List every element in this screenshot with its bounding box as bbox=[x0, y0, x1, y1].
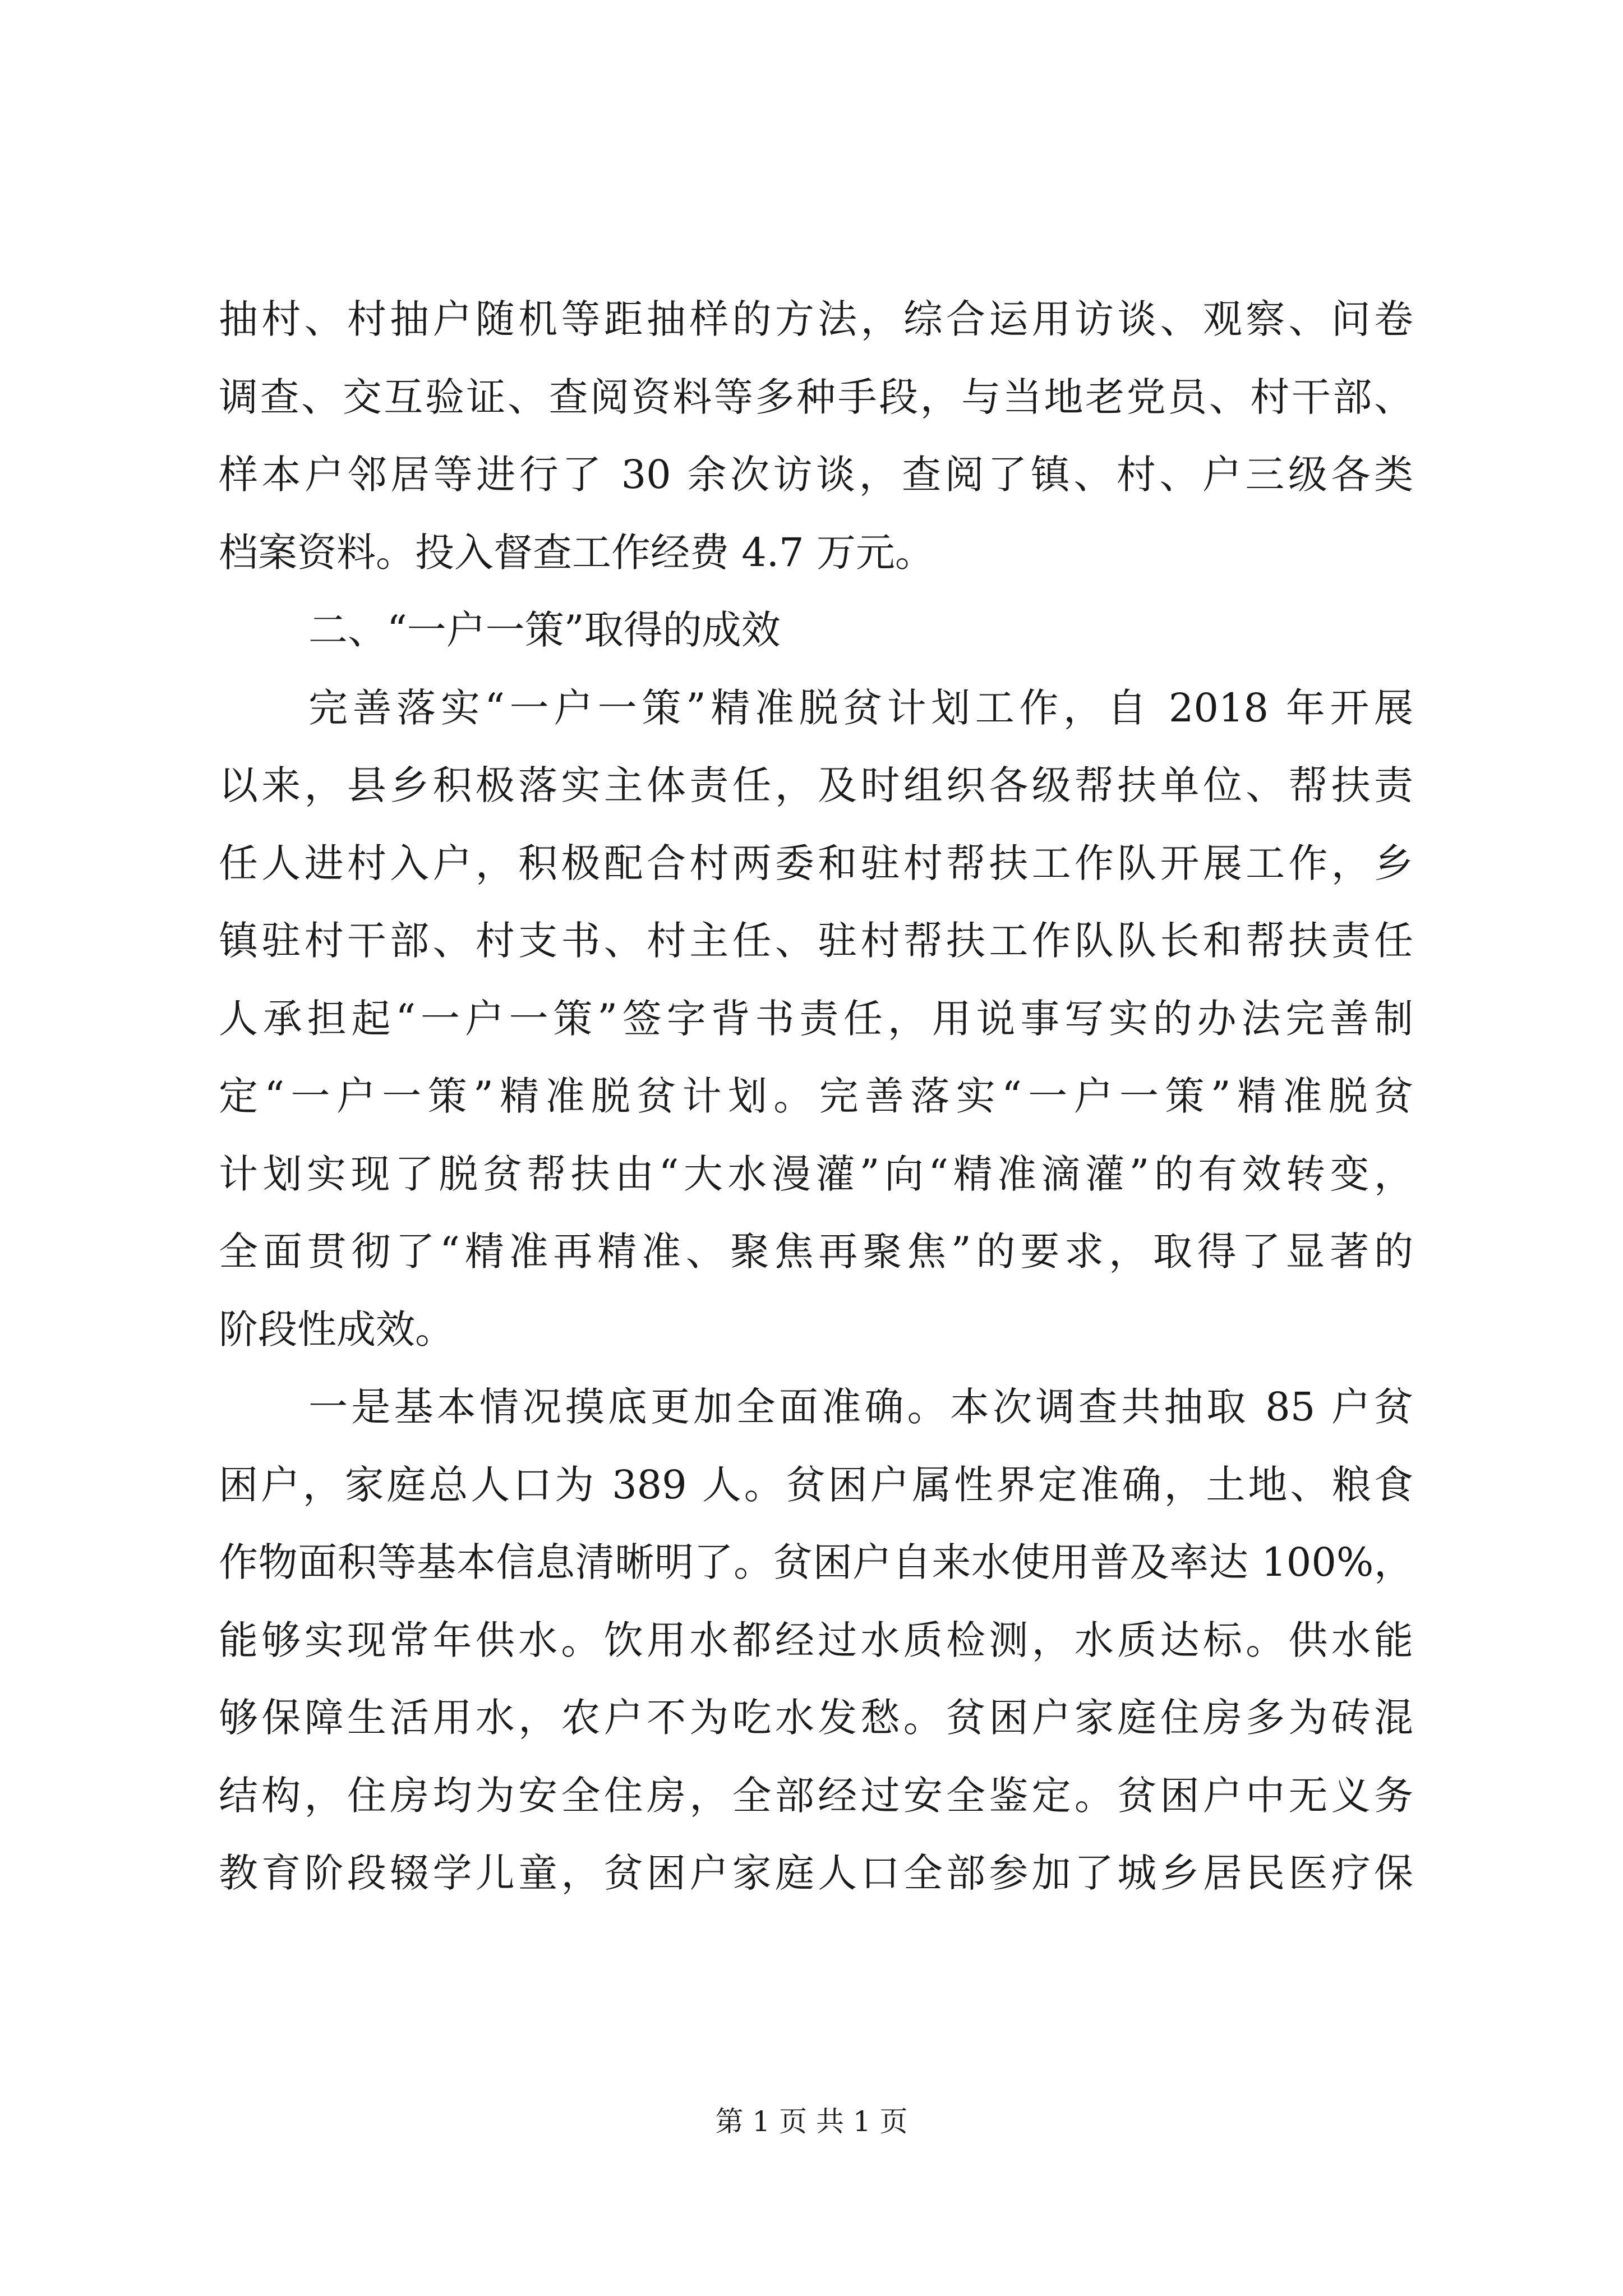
text-line: 人承担起“一户一策”签字背书责任，用说事写实的办法完善制 bbox=[219, 995, 1413, 1042]
text-line: 抽村、村抽户随机等距抽样的方法，综合运用访谈、观察、问卷 bbox=[219, 296, 1413, 342]
text-line: 全面贯彻了“精准再精准、聚焦再聚焦”的要求，取得了显著的 bbox=[219, 1228, 1413, 1274]
body-text bbox=[219, 280, 1413, 1912]
text-line: 困户，家庭总人口为 389 人。贫困户属性界定准确，土地、粮食 bbox=[219, 1461, 1413, 1508]
text-line: 阶段性成效。 bbox=[219, 1306, 454, 1352]
text-line: 够保障生活用水，农户不为吃水发愁。贫困户家庭住房多为砖混 bbox=[219, 1695, 1413, 1741]
text-line: 一是基本情况摸底更加全面准确。本次调查共抽取 85 户贫 bbox=[308, 1384, 1413, 1430]
text-line: 能够实现常年供水。饮用水都经过水质检测，水质达标。供水能 bbox=[219, 1617, 1413, 1663]
page-number: 第 1 页 共 1 页 bbox=[715, 2105, 908, 2138]
paragraph-sampling-method bbox=[219, 280, 1413, 591]
text-line: 完善落实“一户一策”精准脱贫计划工作，自 2018 年开展 bbox=[308, 684, 1413, 731]
heading-line: 二、“一户一策”取得的成效 bbox=[308, 607, 781, 653]
paragraph-achievements bbox=[219, 669, 1413, 1369]
text-line: 作物面积等基本信息清晰明了。贫困户自来水使用普及率达 100%， bbox=[219, 1539, 1413, 1585]
text-line: 以来，县乡积极落实主体责任，及时组织各级帮扶单位、帮扶责 bbox=[219, 762, 1413, 808]
text-line: 样本户邻居等进行了 30 余次访谈，查阅了镇、村、户三级各类 bbox=[219, 452, 1413, 498]
page-footer bbox=[0, 2105, 1623, 2138]
text-line: 结构，住房均为安全住房，全部经过安全鉴定。贫困户中无义务 bbox=[219, 1772, 1413, 1819]
paragraph-basic-situation bbox=[219, 1368, 1413, 1912]
text-line: 镇驻村干部、村支书、村主任、驻村帮扶工作队队长和帮扶责任 bbox=[219, 918, 1413, 964]
text-line: 教育阶段辍学儿童，贫困户家庭人口全部参加了城乡居民医疗保 bbox=[219, 1850, 1413, 1896]
text-line: 调查、交互验证、查阅资料等多种手段，与当地老党员、村干部、 bbox=[219, 374, 1413, 420]
text-line: 定“一户一策”精准脱贫计划。完善落实“一户一策”精准脱贫 bbox=[219, 1073, 1413, 1119]
text-line: 任人进村入户，积极配合村两委和驻村帮扶工作队开展工作，乡 bbox=[219, 840, 1413, 886]
section-heading bbox=[219, 591, 1413, 669]
text-line: 计划实现了脱贫帮扶由“大水漫灌”向“精准滴灌”的有效转变， bbox=[219, 1151, 1413, 1197]
text-line: 档案资料。投入督查工作经费 4.7 万元。 bbox=[219, 529, 934, 576]
